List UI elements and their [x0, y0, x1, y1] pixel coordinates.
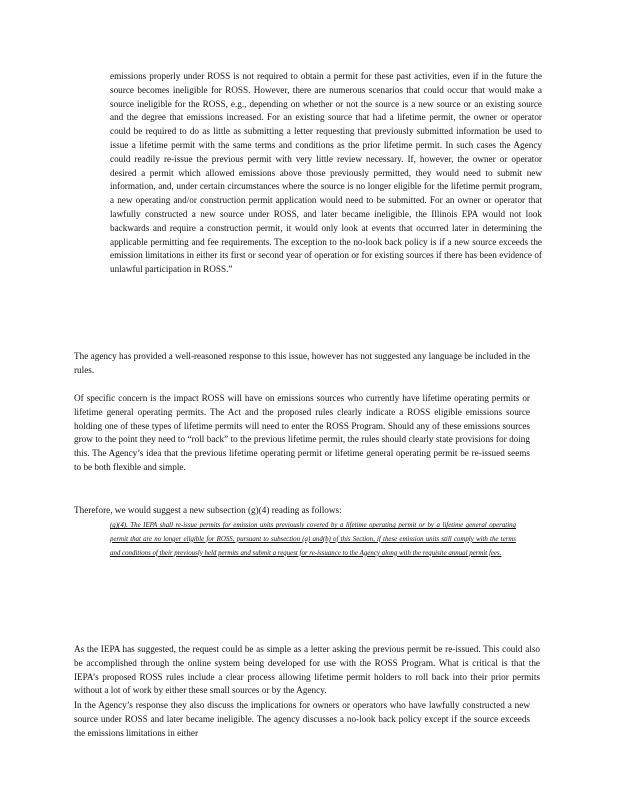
proposed-subsection-text: (g)(4). The IEPA shall re-issue permits for emission units previously covered by a lifetime operating permit or by a lifetime general operating permit that are no longer eligible for ROSS, pursuant to subsection (a) and(b) of this Section, if these emission units still comply with the terms and conditions of their previously held permits and submit a request for re-issuance to the Agency along with the requisite annual permit fees.	[110, 522, 516, 557]
block-quote: emissions properly under ROSS is not required to obtain a permit for these past activities, even if in the future the source becomes ineligible for ROSS. However, there are numerous scenarios that could occur that would make a source ineligible for the ROSS, e.g., depending on whether or not the source is a new source or an existing source and the degree that emissions increased. For an existing source that had a lifetime permit, the owner or operator could be required to do as little as submitting a letter requesting that previously submitted information be used to issue a lifetime permit with the same terms and conditions as the prior lifetime permit. In such cases the Agency could readily re-issue the previous permit with very little review necessary. If, however, the owner or operator desired a permit which allowed emissions above those previously permitted, they would need to submit new information, and, under certain circumstances where the source is no longer eligible for the lifetime permit program, a new operating and/or construction permit application would need to be submitted. For an owner or operator that lawfully constructed a new source under ROSS, and later became ineligible, the Illinois EPA would not look backwards and require a construction permit, it would only look at events that occurred later in determining the applicable permitting and fee requirements. The exception to the no-look back policy is if a new source exceeds the emission limitations in either its first or second year of operation or for existing sources if there has been evidence of unlawful participation in ROSS.”	[110, 71, 542, 275]
paragraph-response: The agency has provided a well-reasoned response to this issue, however has not suggested any language be included in the rules.	[74, 351, 530, 375]
paragraph-implications: In the Agency’s response they also discuss the implications for owners or operators who have lawfully constructed a new source under ROSS and later became ineligible. The agency discusses a no-look back policy except if the source exceeds the emissions limitations in either	[74, 700, 530, 738]
paragraph-concern: Of specific concern is the impact ROSS will have on emissions sources who currently have lifetime operating permits or lifetime general operating permits. The Act and the proposed rules clearly indicate a ROSS eligible emissions source holding one of these types of lifetime permits will need to enter the ROSS Program. Should any of these emissions sources grow to the point they need to “roll back” to the previous lifetime permit, the rules should clearly state provisions for doing this. The Agency’s idea that the previous lifetime operating permit or lifetime general operating permit be re-issued seems to be both flexible and simple.	[74, 393, 530, 472]
paragraph-suggest: Therefore, we would suggest a new subsection (g)(4) reading as follows:	[74, 505, 342, 515]
paragraph-simple-process: As the IEPA has suggested, the request could be as simple as a letter asking the previous permit be re-issued. This could also be accomplished through the online system being developed for use with the ROSS Program. What is critical is that the IEPA’s proposed ROSS rules include a clear process allowing lifetime permit holders to roll back into their prior permits without a lot of work by either these small sources or by the Agency.	[74, 644, 540, 696]
